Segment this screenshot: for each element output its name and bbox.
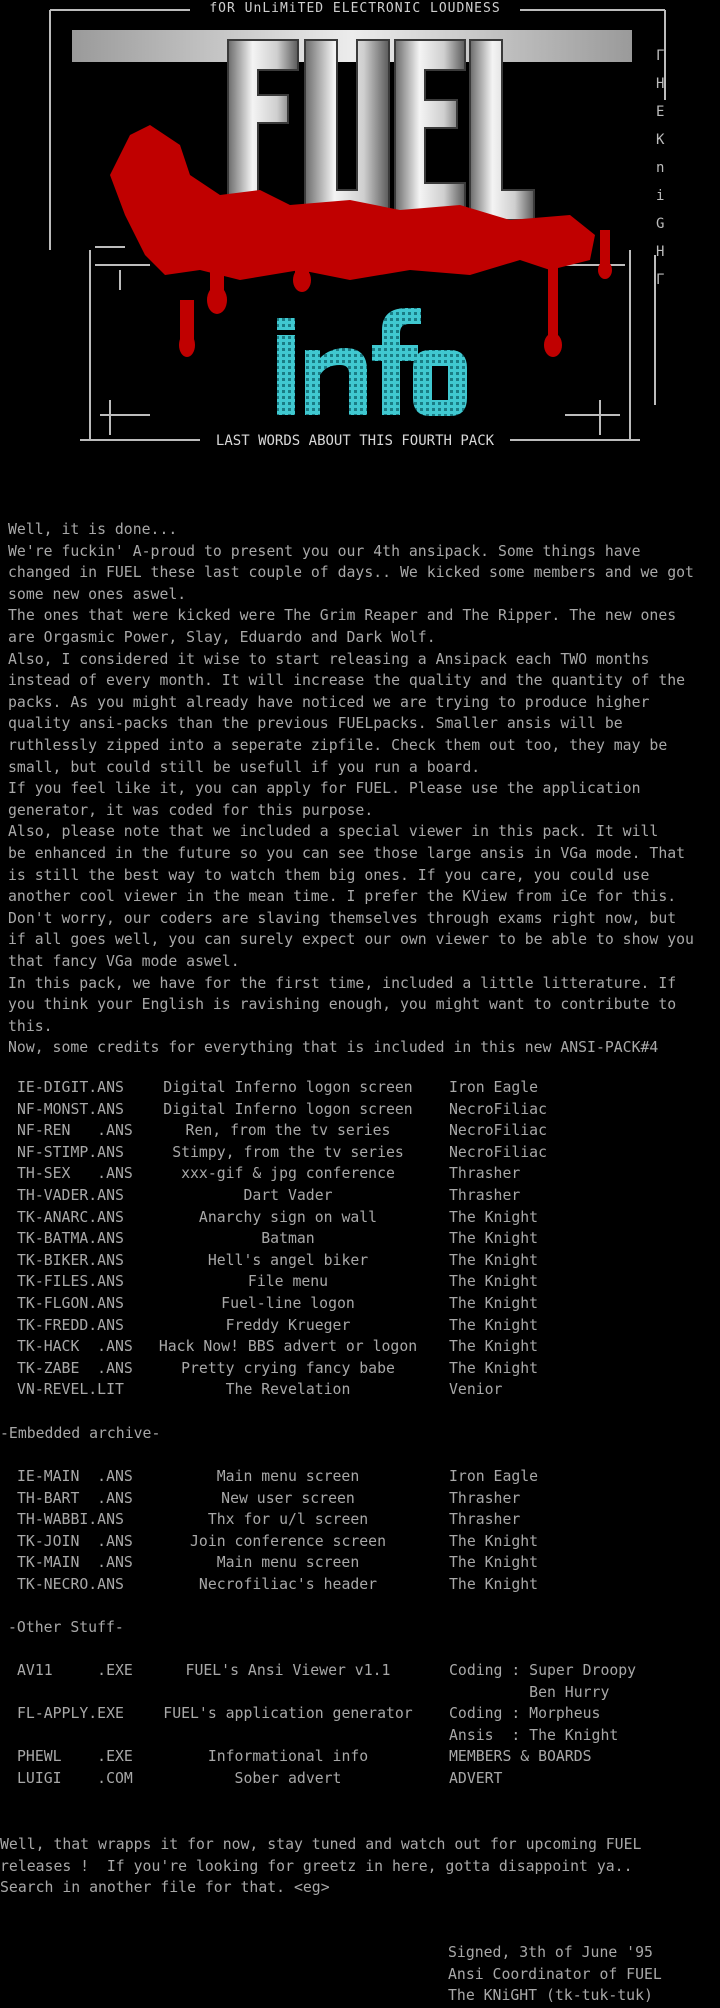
file-description: FUEL's application generator — [163, 1705, 413, 1723]
svg-text:n: n — [656, 160, 665, 176]
file-author: Thrasher — [449, 1489, 521, 1507]
embedded-row — [0, 1552, 720, 1574]
fuel-info-banner-art — [0, 0, 720, 480]
credit-row — [0, 1358, 720, 1380]
file-description: Ren, from the tv series — [185, 1122, 391, 1140]
credit-row — [0, 1336, 720, 1358]
file-author: The Knight — [449, 1295, 539, 1312]
file-description: xxx-gif & jpg conference — [181, 1165, 395, 1183]
intro-line: We're fuckin' A-proud to present you our 4th ansipack. Some things have — [8, 542, 641, 560]
intro-line: some new ones aswel. — [8, 585, 187, 603]
intro-line: small, but could still be usefull if you run a board. — [8, 758, 481, 776]
intro-line: is still the best way to watch them big ones. If you care, you could use — [8, 866, 650, 884]
credit-row — [0, 1142, 720, 1164]
file-description: The Revelation — [225, 1381, 351, 1399]
intro-line: instead of every month. It will increase the quality and the quantity of the — [8, 672, 686, 690]
svg-text:K: K — [656, 132, 665, 148]
file-name: TH-WABBI.ANS — [17, 1511, 124, 1529]
embedded-row — [0, 1466, 720, 1488]
intro-line: Also, I considered it wise to start releasing a Ansipack each TWO months — [8, 650, 650, 668]
intro-line: be enhanced in the future so you can see those large ansis in VGa mode. That — [8, 845, 686, 862]
file-author: MEMBERS & BOARDS — [449, 1748, 592, 1766]
embedded-row — [0, 1574, 720, 1596]
file-author: The Knight — [449, 1576, 539, 1593]
credit-row — [0, 1120, 720, 1142]
file-description: Hell's angel biker — [207, 1251, 369, 1269]
file-name: NF-REN .ANS — [17, 1122, 133, 1140]
file-description: Digital Inferno logon screen — [163, 1079, 413, 1096]
file-name: NF-MONST.ANS — [17, 1100, 124, 1118]
other-row — [0, 1703, 720, 1725]
intro-line: generator, it was coded for this purpose. — [8, 801, 374, 819]
embedded-heading: -Embedded archive- — [0, 1425, 161, 1442]
credit-row — [0, 1163, 720, 1185]
file-description: Thx for u/l screen — [207, 1511, 369, 1529]
credit-row — [0, 1099, 720, 1121]
intro-line: this. — [8, 1017, 53, 1035]
file-description: Batman — [261, 1230, 315, 1248]
file-author-second-line: Ben Hurry — [449, 1683, 610, 1701]
artist-vertical-signature — [656, 48, 665, 288]
file-name: IE-DIGIT.ANS — [17, 1079, 124, 1096]
file-description: Informational info — [207, 1748, 369, 1766]
svg-text:H: H — [656, 244, 665, 260]
file-description: Sober advert — [234, 1770, 342, 1787]
outro-line: releases ! If you're looking for greetz in here, gotta disappoint ya.. — [0, 1857, 633, 1875]
file-author: Thrasher — [449, 1165, 521, 1183]
file-description: Main menu screen — [216, 1468, 360, 1485]
file-author: Thrasher — [449, 1187, 521, 1204]
file-name: TK-FREDD.ANS — [17, 1316, 124, 1334]
credit-row — [0, 1207, 720, 1229]
file-author: Venior — [449, 1381, 503, 1399]
file-author: The Knight — [449, 1359, 539, 1377]
file-description: Necrofiliac's header — [198, 1576, 378, 1593]
file-name: TK-FLGON.ANS — [17, 1295, 124, 1312]
svg-text:Г: Г — [656, 48, 665, 64]
file-description: Fuel-line logon — [221, 1295, 355, 1312]
info-logo — [277, 308, 467, 416]
credit-row — [0, 1228, 720, 1250]
file-author: ADVERT — [449, 1770, 503, 1787]
intro-line: If you feel like it, you can apply for FUEL. Please use the application — [8, 780, 641, 798]
file-description: Digital Inferno logon screen — [163, 1100, 413, 1118]
intro-line: In this pack, we have for the first time, included a little litterature. If — [8, 974, 677, 992]
file-name: TK-JOIN .ANS — [17, 1532, 133, 1550]
file-name: TH-BART .ANS — [17, 1489, 133, 1507]
file-name: TH-VADER.ANS — [17, 1187, 124, 1204]
banner-subtitle: LAST WORDS ABOUT THIS FOURTH PACK — [200, 432, 510, 450]
intro-line: changed in FUEL these last couple of days.. We kicked some members and we got — [8, 564, 694, 582]
file-name: TK-ANARC.ANS — [17, 1208, 124, 1226]
file-description: Freddy Krueger — [225, 1316, 351, 1334]
file-author: The Knight — [449, 1532, 539, 1550]
file-description: Stimpy, from the tv series — [172, 1143, 404, 1161]
signature-line: Signed, 3th of June '95 — [448, 1944, 653, 1961]
file-author: The Knight — [449, 1251, 539, 1269]
file-name: NF-STIMP.ANS — [17, 1143, 124, 1161]
file-author: NecroFiliac — [449, 1100, 547, 1118]
intro-line: if all goes well, you can surely expect our own viewer to be able to show you — [8, 931, 694, 949]
file-name: AV11 .EXE — [17, 1662, 133, 1679]
intro-line: Well, it is done... — [8, 521, 178, 538]
signature-line: Ansi Coordinator of FUEL — [448, 1965, 662, 1983]
fuel-logo — [228, 40, 534, 222]
credit-row — [0, 1077, 720, 1099]
file-name: PHEWL .EXE — [17, 1748, 133, 1766]
file-author: The Knight — [449, 1230, 539, 1248]
intro-line: are Orgasmic Power, Slay, Eduardo and Dark Wolf. — [8, 629, 436, 646]
embedded-row — [0, 1509, 720, 1531]
file-name: TK-HACK .ANS — [17, 1338, 133, 1356]
file-description: FUEL's Ansi Viewer v1.1 — [185, 1662, 391, 1679]
intro-line: quality ansi-packs than the previous FUELpacks. Smaller ansis will be — [8, 715, 623, 733]
svg-text:Г: Г — [656, 272, 665, 288]
svg-text:H: H — [656, 76, 665, 92]
intro-line: packs. As you might already have noticed we are trying to produce higher — [8, 693, 650, 711]
file-description: Hack Now! BBS advert or logon — [158, 1338, 418, 1356]
file-author: The Knight — [449, 1338, 539, 1356]
file-author: The Knight — [449, 1273, 539, 1291]
intro-line: The ones that were kicked were The Grim Reaper and The Ripper. The new ones — [8, 607, 677, 625]
credit-row — [0, 1379, 720, 1401]
file-description: Main menu screen — [216, 1554, 360, 1572]
file-name: FL-APPLY.EXE — [17, 1705, 124, 1723]
file-description: Anarchy sign on wall — [198, 1208, 378, 1226]
embedded-row — [0, 1531, 720, 1553]
credit-row — [0, 1250, 720, 1272]
file-author: Thrasher — [449, 1511, 521, 1529]
gradient-bar — [72, 30, 632, 62]
file-description: Pretty crying fancy babe — [181, 1359, 395, 1377]
embedded-row — [0, 1488, 720, 1510]
banner-tagline: fOR UnLiMiTED ELECTRONIC LOUDNESS — [190, 1, 520, 17]
file-author-second-line: Ansis : The Knight — [449, 1726, 619, 1744]
file-name: TK-BIKER.ANS — [17, 1251, 124, 1269]
file-author: The Knight — [449, 1554, 539, 1572]
file-author: The Knight — [449, 1316, 539, 1334]
outro-line: Well, that wrapps it for now, stay tuned and watch out for upcoming FUEL — [0, 1836, 642, 1853]
file-author: The Knight — [449, 1208, 539, 1226]
intro-line: ruthlessly zipped into a seperate zipfile. Check them out too, they may be — [8, 737, 668, 754]
file-author: NecroFiliac — [449, 1122, 547, 1140]
intro-line: another cool viewer in the mean time. I prefer the KView from iCe for this. — [8, 888, 677, 906]
file-name: TK-FILES.ANS — [17, 1273, 124, 1291]
credit-row — [0, 1185, 720, 1207]
other-row — [0, 1768, 720, 1790]
svg-text:G: G — [656, 216, 665, 232]
file-description: File menu — [247, 1273, 329, 1291]
file-description: Dart Vader — [243, 1187, 333, 1204]
credit-row — [0, 1271, 720, 1293]
credit-row — [0, 1293, 720, 1315]
intro-line: Also, please note that we included a special viewer in this pack. It will — [8, 823, 659, 841]
intro-line: Don't worry, our coders are slaving themselves through exams right now, but — [8, 909, 677, 927]
outro-line: Search in another file for that. <eg> — [0, 1879, 330, 1897]
file-name: LUIGI .COM — [17, 1770, 133, 1787]
file-author: Coding : Super Droopy — [449, 1662, 637, 1679]
other-row — [0, 1660, 720, 1682]
file-name: TK-BATMA.ANS — [17, 1230, 124, 1248]
credit-row — [0, 1315, 720, 1337]
intro-line: that fancy VGa mode aswel. — [8, 953, 240, 970]
file-name: TH-SEX .ANS — [17, 1165, 133, 1183]
file-description: New user screen — [221, 1489, 355, 1507]
file-name: IE-MAIN .ANS — [17, 1468, 133, 1485]
file-author: NecroFiliac — [449, 1143, 547, 1161]
intro-line: you think your English is ravishing enough, you might want to contribute to — [8, 996, 677, 1014]
file-name: TK-NECRO.ANS — [17, 1576, 124, 1593]
file-author: Iron Eagle — [449, 1079, 539, 1096]
other-row — [0, 1746, 720, 1768]
other-heading: -Other Stuff- — [8, 1619, 124, 1636]
intro-line: Now, some credits for everything that is included in this new ANSI-PACK#4 — [8, 1039, 659, 1057]
svg-text:i: i — [656, 188, 665, 204]
file-name: TK-ZABE .ANS — [17, 1359, 133, 1377]
file-name: TK-MAIN .ANS — [17, 1554, 133, 1572]
file-name: VN-REVEL.LIT — [17, 1381, 124, 1399]
file-description: Join conference screen — [190, 1532, 386, 1550]
file-author: Iron Eagle — [449, 1468, 539, 1485]
svg-text:E: E — [656, 104, 665, 120]
file-author: Coding : Morpheus — [449, 1705, 601, 1723]
signature-line: The KNiGHT (tk-tuk-tuk) — [448, 1987, 653, 2005]
